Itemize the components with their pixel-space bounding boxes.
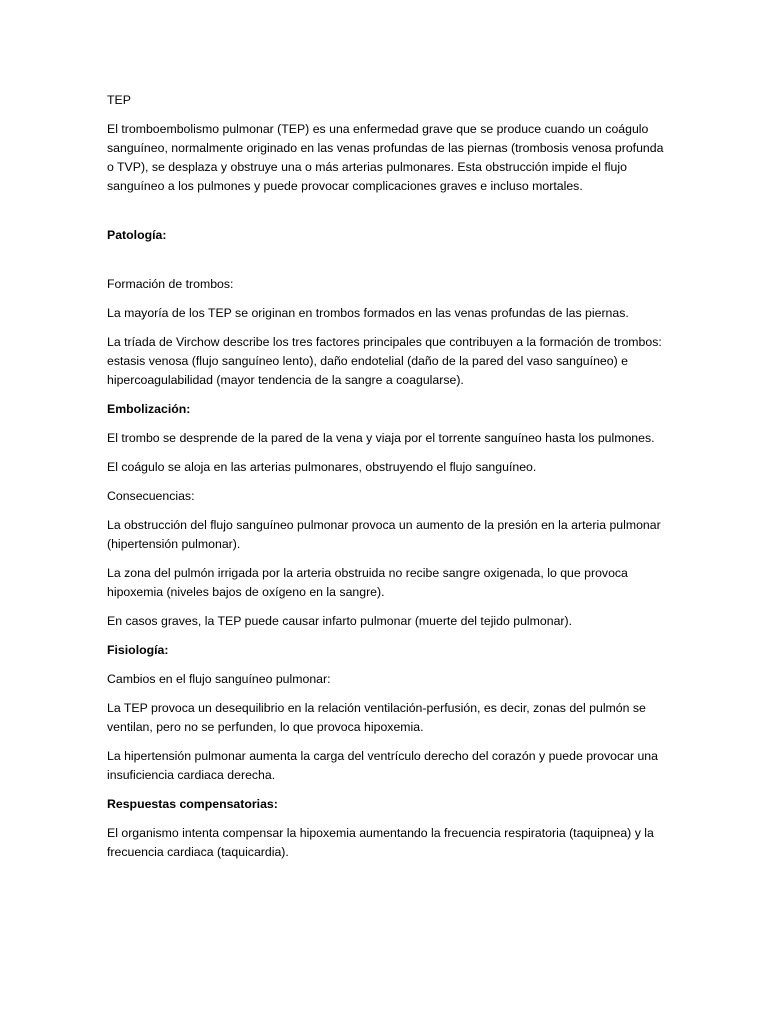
paragraph-consecuencias-1: La obstrucción del flujo sanguíneo pulmonar provoca un aumento de la presión en la arteria pulmonar (hipertensión pulmonar). xyxy=(107,518,661,551)
heading-fisiologia: Fisiología: xyxy=(107,643,169,657)
paragraph-respuestas-1: El organismo intenta compensar la hipoxemia aumentando la frecuencia respiratoria (taquipnea) y la frecuencia cardiaca (taquicardia). xyxy=(107,826,654,859)
paragraph-formacion-2: La tríada de Virchow describe los tres factores principales que contribuyen a la formación de trombos: estasis venosa (flujo sanguíneo lento), daño endotelial (daño de la pared del vaso sanguíneo) e hipercoagulabilidad (mayor tendencia de la sangre a coagularse). xyxy=(107,335,662,387)
heading-embolizacion: Embolización: xyxy=(107,402,191,416)
paragraph-consecuencias-2: La zona del pulmón irrigada por la arteria obstruida no recibe sangre oxigenada, lo que provoca hipoxemia (niveles bajos de oxígeno en la sangre). xyxy=(107,566,628,599)
document-title: TEP xyxy=(107,93,131,107)
paragraph-formacion-1: La mayoría de los TEP se originan en trombos formados en las venas profundas de las piernas. xyxy=(107,306,629,320)
paragraph-consecuencias-3: En casos graves, la TEP puede causar infarto pulmonar (muerte del tejido pulmonar). xyxy=(107,614,573,628)
document-body xyxy=(107,91,667,872)
label-cambios-flujo: Cambios en el flujo sanguíneo pulmonar: xyxy=(107,672,331,686)
paragraph-cambios-1: La TEP provoca un desequilibrio en la relación ventilación-perfusión, es decir, zonas del pulmón se ventilan, pero no se perfunden, lo que provoca hipoxemia. xyxy=(107,701,646,734)
paragraph-embolizacion-2: El coágulo se aloja en las arterias pulmonares, obstruyendo el flujo sanguíneo. xyxy=(107,460,537,474)
label-formacion-trombos: Formación de trombos: xyxy=(107,277,234,291)
intro-paragraph: El tromboembolismo pulmonar (TEP) es una enfermedad grave que se produce cuando un coágulo sanguíneo, normalmente originado en las venas profundas de las piernas (trombosis venosa profunda o TVP), se desplaza y obstruye una o más arterias pulmonares. Esta obstrucción impide el flujo sanguíneo a los pulmones y puede provocar complicaciones graves e incluso mortales. xyxy=(107,122,664,193)
label-consecuencias: Consecuencias: xyxy=(107,489,195,503)
paragraph-embolizacion-1: El trombo se desprende de la pared de la vena y viaja por el torrente sanguíneo hasta los pulmones. xyxy=(107,431,655,445)
paragraph-cambios-2: La hipertensión pulmonar aumenta la carga del ventrículo derecho del corazón y puede provocar una insuficiencia cardiaca derecha. xyxy=(107,749,658,782)
heading-respuestas-compensatorias: Respuestas compensatorias: xyxy=(107,797,278,811)
heading-patologia: Patología: xyxy=(107,228,167,242)
